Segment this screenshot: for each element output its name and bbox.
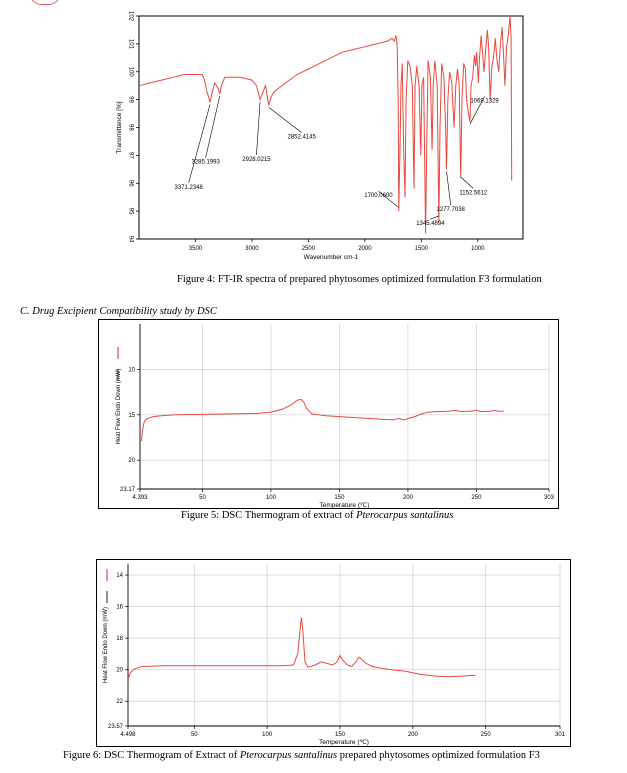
dsc-extract-chart (98, 319, 559, 509)
peak-label: 1345.4894 (416, 221, 445, 228)
x-tick-label: 1000 (471, 246, 485, 252)
y-axis-label: Heat Flow Endo Down (mW) (103, 606, 109, 684)
x-tick-label: 2500 (301, 246, 316, 252)
peak-label: 1069.1329 (470, 98, 499, 105)
dsc-phytosome-chart (96, 559, 571, 747)
peak-leader-line (269, 107, 302, 132)
figure-5-caption (181, 510, 453, 521)
x-tick-label: 3000 (245, 246, 259, 252)
y-tick-label: 20 (128, 458, 135, 465)
y-tick-label: 102 (127, 10, 134, 22)
y-tick-label: 101 (127, 38, 134, 49)
x-tick-label: 1500 (414, 246, 429, 252)
x-axis-label: Temperature (℃) (319, 739, 369, 746)
x-tick-label: 3500 (188, 246, 203, 252)
figure-5-caption-species: Pterocarpus santalinus (356, 510, 454, 521)
y-tick-label: 16 (116, 604, 123, 611)
y-tick-label: 98 (127, 124, 134, 131)
peak-leader-line (447, 171, 451, 205)
x-tick-label: 150 (334, 495, 345, 501)
y-tick-label: 10 (128, 367, 135, 374)
x-tick-label: 150 (334, 732, 346, 738)
figure-border (99, 320, 559, 509)
y-tick-label: 96 (127, 179, 134, 187)
y-tick-label: 18 (116, 636, 123, 643)
y-tick-label: 99 (127, 96, 134, 103)
ftir-chart (108, 10, 538, 272)
y-axis-label: Transmittance [%] (116, 101, 123, 154)
x-tick-label: 50 (190, 732, 198, 738)
y-tick-label: 22 (116, 699, 123, 706)
x-tick-label: 301 (554, 732, 566, 738)
figure-6-caption-species: Pterocarpus santalinus (239, 750, 338, 761)
ftir-spectrum-line (139, 16, 512, 233)
peak-leader-line (461, 177, 474, 189)
journal-logo-fragment (30, 0, 60, 5)
x-axis-label: Wavenumber cm-1 (303, 254, 359, 261)
peak-label: 1152.5612 (459, 190, 488, 197)
x-tick-label: 4.393 (132, 495, 148, 501)
y-tick-label: 94 (127, 235, 134, 243)
y-tick-label: 20 (116, 667, 123, 674)
x-tick-label: 200 (407, 732, 418, 738)
section-heading: C. Drug Excipient Compatibility study by DSC (20, 306, 217, 317)
x-tick-label: 250 (480, 732, 491, 738)
y-tick-label: 97 (127, 152, 134, 159)
x-tick-label: 250 (471, 495, 482, 501)
y-tick-label: 23.17 (119, 487, 135, 493)
x-tick-label: 303 (543, 495, 555, 501)
peak-label: 3371.2348 (174, 184, 203, 191)
figure-6-caption (63, 750, 540, 761)
y-tick-label: 15 (128, 412, 135, 419)
figure-6-caption-suffix: prepared phytosomes optimized formulation F3 (337, 750, 540, 761)
peak-label: 2928.0215 (242, 156, 271, 163)
y-tick-label: 95 (127, 207, 134, 215)
peak-leader-line (189, 104, 210, 182)
peak-label: 1277.7038 (436, 207, 465, 214)
peak-label: 3285.1993 (191, 159, 220, 166)
y-tick-label: 23.57 (107, 724, 123, 730)
x-tick-label: 50 (199, 495, 206, 501)
peak-leader-line (256, 102, 260, 155)
peak-label: 1700.0600 (364, 193, 393, 200)
peak-leader-line (430, 216, 438, 219)
y-axis-label: Heat Flow Endo Down (mW) (116, 368, 122, 445)
x-axis-label: Temperature (℃) (319, 502, 370, 509)
x-tick-label: 100 (262, 732, 273, 738)
figure-border (97, 560, 571, 747)
x-tick-label: 2000 (358, 246, 372, 252)
x-tick-label: 4.498 (120, 732, 136, 738)
peak-leader-line (206, 96, 220, 158)
plot-frame (139, 16, 523, 239)
peak-label: 2852.4145 (287, 134, 316, 141)
x-tick-label: 200 (402, 495, 413, 501)
figure-6-caption-text: Figure 6: DSC Thermogram of Extract of (63, 750, 240, 761)
y-tick-label: 14 (116, 573, 123, 580)
x-tick-label: 100 (265, 495, 276, 501)
figure-4-caption: Figure 4: FT-IR spectra of prepared phytosomes optimized formulation F3 formulation (177, 274, 542, 285)
y-tick-label: 100 (127, 66, 134, 77)
dsc-curve-line (142, 399, 504, 441)
figure-5-caption-text: Figure 5: DSC Thermogram of extract of (181, 510, 357, 521)
